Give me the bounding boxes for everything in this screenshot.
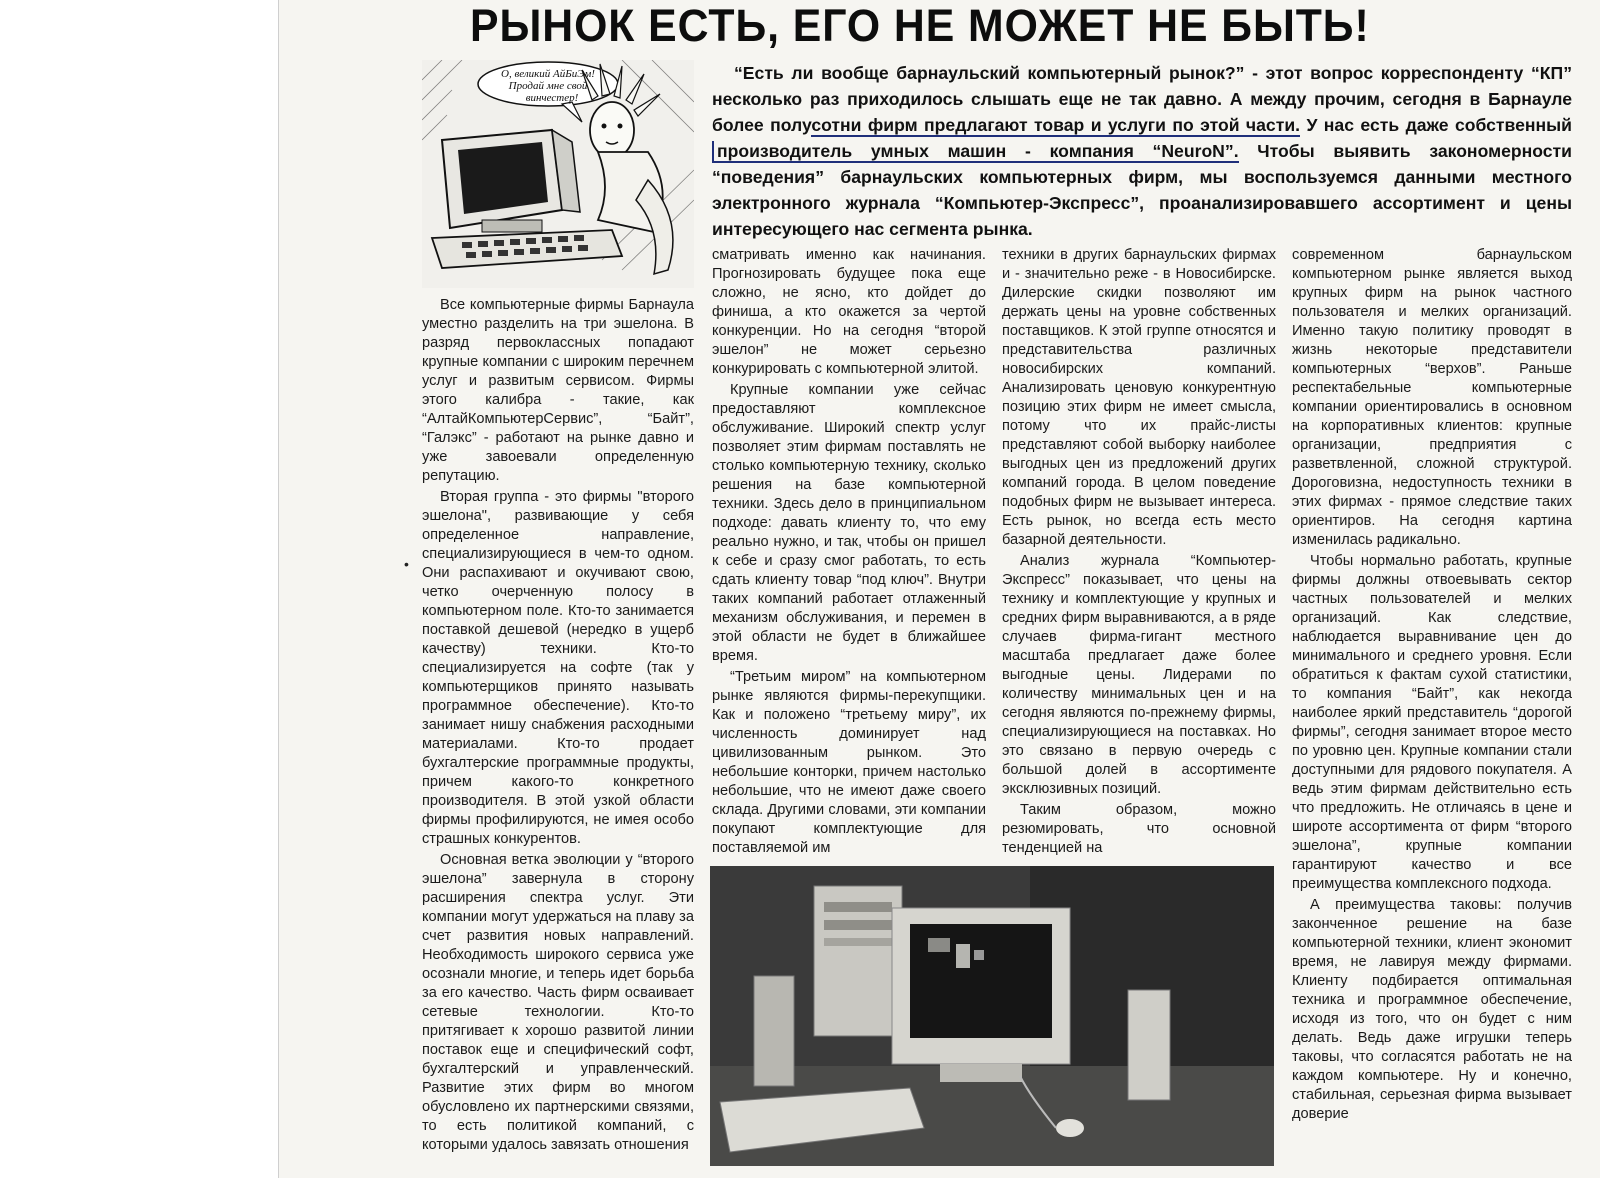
lead-text-2: У нас есть даже собственный xyxy=(1300,115,1572,135)
tower-case xyxy=(814,886,902,1036)
paragraph: Чтобы нормально работать, крупные фирмы должны отвоевывать сектор частных пользователей и мелких организаций. Как следствие, наблюдается выравнивание цен до минимального и среднего уровня. Если обратиться к фактам сухой статистики, то компания “Байт”, как некогда наиболее яркий представитель “дорогой фирмы”, сегодня занимает второе место по уровню цен. Крупные компании стали доступными для рядового покупателя. А ведь этим фирмам действительно есть что предложить. Не отличаясь в цене и широте ассортимента от фирм “второго эшелона”, крупные компании гарантируют качество и все преимущества комплексного подхода. xyxy=(1292,553,1572,892)
paragraph: Все компьютерные фирмы Барнаула уместно разделить на три эшелона. В разряд первоклассных попадают крупные компании с широким перечнем услуг и развитым сервисом. Фирмы этого калибра - такие, как “АлтайКомпьютерСервис”, “Байт”, “Галэкс” - работают на рынке давно и уже завоевали определенную репутацию. xyxy=(422,297,694,484)
article-column-1 xyxy=(422,296,694,1158)
lead-text-3: Чтобы выявить закономерности “поведения” барнаульских компьютерных фирм, мы воспользуемся данными местного электронного журнала “Компьютер-Экспресс”, проанализировавшего ассортимент и цены интересующего нас сегмента рынка. xyxy=(712,141,1572,239)
crt-monitor xyxy=(892,908,1070,1082)
paragraph: “Третьим миром” на компьютерном рынке являются фирмы-перекупщики. Как и положено “третьему миру”, их численность доминирует над цивилизованным рынком. Это небольшие конторки, причем настолько небольшие, что не имеют даже своего склада. Другими словами, эти компании покупают комплектующие для поставляемой им xyxy=(712,669,986,856)
speech-line-2: Продай мне свой xyxy=(508,80,588,92)
paragraph: А преимущества таковы: получив законченное решение на базе компьютерной техники, клиент экономит время, не лавируя между фирмами. Клиенту подбирается оптимальная техника и программное обеспечение, исходя из того, что он будет с ним делать. Ведь даже игрушки теперь таковы, что согласятся работать не на каждом компьютере. Ну и конечно, стабильная, серьезная фирма вызывает доверие xyxy=(1292,897,1572,1122)
headline: РЫНОК ЕСТЬ, ЕГО НЕ МОЖЕТ НЕ БЫТЬ! xyxy=(470,0,1370,51)
paragraph: Вторая группа - это фирмы "второго эшелона", развивающие у себя определенное направление, специализирующиеся в чем-то одном. Они распахивают и окучивают свою, четко очерченную полосу в компьютерном поле. Кто-то занимается поставкой дешевой (нередко в ущерб качеству) техники. Кто-то специализируется на софте (так у компьютерщиков принято называть программное обеспечение). Кто-то занимает нишу снабжения расходными материалами. Кто-то продает бухгалтерские программные продукты, причем какого-то конкретного производителя. В этой узкой области фирмы профилируются, не имея особо страшных конкурентов. xyxy=(422,489,694,847)
stray-mark: • xyxy=(404,556,409,572)
left-speaker xyxy=(754,976,794,1086)
paragraph: Анализ журнала “Компьютер-Экспресс” показывает, что цены на технику и комплектующие у крупных и средних фирм выравниваются, а в ряде случаев фирма-гигант местного масштаба предлагает даже более выгодные цены. Лидерами по количеству минимальных цен и на сегодня являются по-прежнему фирмы, специализирующиеся на поставках. Но это связано в первую очередь с большой долей в ассортименте эксклюзивных позиций. xyxy=(1002,553,1276,797)
mouse xyxy=(1056,1119,1084,1137)
article-column-4 xyxy=(1292,246,1572,1178)
speech-line-3: винчестер! xyxy=(525,92,579,104)
paragraph: Крупные компании уже сейчас предоставляют комплексное обслуживание. Широкий спектр услуг позволяет этим фирмам поставлять не столько компьютерную технику, сколько решения на базе компьютерной техники. Здесь дело в принципиальном подходе: давать клиенту то, что ему реально нужно, и так, чтобы он пришел к себе и сразу смог работать, то есть сдать клиенту товар “под ключ”. Внутри таких компаний работает отлаженный механизм обслуживания, и перемен в этой области не будет в ближайшее время. xyxy=(712,382,986,664)
computer-photo xyxy=(710,866,1274,1166)
speech-line-1: О, великий АйБиЭм! xyxy=(501,68,595,80)
right-speaker xyxy=(1128,990,1170,1100)
paragraph: современном барнаульском компьютерном рынке является выход крупных фирм на рынок частного пользователя и мелких организаций. Именно такую политику проводят в жизнь некоторые представители компьютерных “верхов”. Раньше респектабельные компьютерные компании ориентировались в основном на корпоративных клиентов: крупные организации, предприятия с разветвленной, сложной структурой. Дороговизна, недоступность техники в этих фирмах - прямое следствие таких ориентиров. На сегодня картина изменилась радикально. xyxy=(1292,247,1572,548)
paragraph: Основная ветка эволюции у “второго эшелона” завернула в сторону расширения спектра услуг. Эти компании могут удержаться на плаву за счет развития новых направлений. Необходимость широкого сервиса уже осознали многие, и теперь идет борьба за его качество. Часть фирм осваивает сетевые технологии. Кто-то притягивает к хорошо развитой линии поставок еще и специфический софт, бухгалтерский и управленческий. Развитие этих фирм во многом обусловлено их партнерскими связями, то есть политикой компаний, с которыми удалось завязать отношения xyxy=(422,852,694,1153)
article-column-2 xyxy=(712,246,986,884)
paragraph: техники в других барнаульских фирмах и - значительно реже - в Новосибирске. Дилерские скидки позволяют им держать цены на уровне собственных поставщиков. К этой группе относятся и представительства различных новосибирских компаний. Анализировать ценовую конкурентную позицию этих фирм не имеет смысла, потому что их прайс-листы представляют собой выборку наиболее выгодных цен из предложений других компаний города. В целом поведение подобных фирм не вызывает интереса. Есть рынок, но всегда есть место базарной деятельности. xyxy=(1002,247,1276,548)
lead-text-1: “Есть ли вообще барнаульский компьютерный рынок?” - этот вопрос корреспонденту “КП” несколько раз приходилось слышать еще не так давно. А между прочим, сегодня в Барнауле более полу xyxy=(712,63,1572,135)
cartoon-illustration xyxy=(422,60,694,288)
paragraph: сматривать именно как начинания. Прогнозировать будущее пока еще сложно, не ясно, кто дойдет до финиша, а кто окажется за чертой конкуренции. Но на сегодня “второй эшелон” не может серьезно конкурировать с компьютерной элитой. xyxy=(712,247,986,377)
lead-highlight-1: сотни фирм предлагают товар и услуги по этой части. xyxy=(811,115,1301,135)
paragraph: Таким образом, можно резюмировать, что основной тенденцией на xyxy=(1002,802,1276,856)
lead-highlight-2: производитель умных машин - компания “NeuroN”. xyxy=(712,141,1239,163)
lead-paragraph xyxy=(712,60,1572,242)
article-column-3 xyxy=(1002,246,1276,884)
